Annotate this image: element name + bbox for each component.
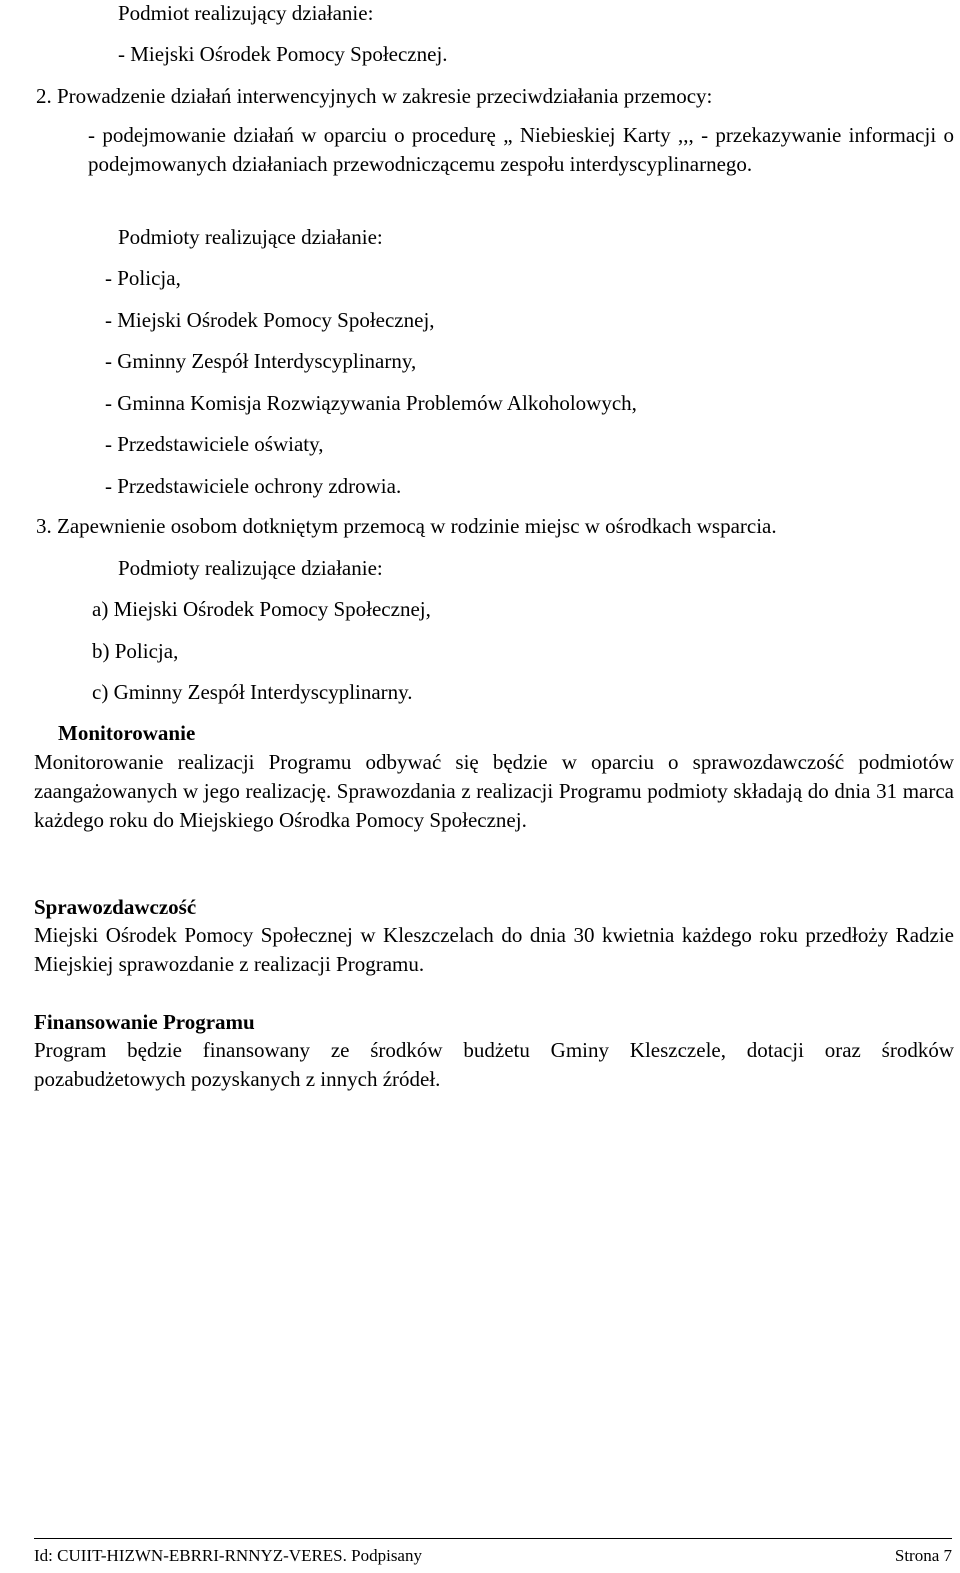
list-item: - Przedstawiciele oświaty,	[105, 432, 324, 456]
footer-id: Id: CUIIT-HIZWN-EBRRI-RNNYZ-VERES. Podpisany	[34, 1546, 422, 1565]
section-2-subjects-heading: Podmioty realizujące działanie:	[118, 225, 383, 249]
list-item: - Policja,	[105, 266, 181, 290]
monitoring-text: Monitorowanie realizacji Programu odbywać się będzie w oparciu o sprawozdawczość podmiotów zaangażowanych w jego realizację. Sprawozdania z realizacji Programu podmioty składają do dnia 31 marca każdego roku do Miejskiego Ośrodka Pomocy Społecznej.	[34, 750, 954, 832]
list-item: - Gminna Komisja Rozwiązywania Problemów Alkoholowych,	[105, 391, 637, 415]
list-item: - Przedstawiciele ochrony zdrowia.	[105, 474, 402, 498]
financing-heading: Finansowanie Programu	[34, 1010, 255, 1034]
subject-item: - Miejski Ośrodek Pomocy Społecznej.	[118, 42, 448, 66]
footer-divider	[34, 1538, 952, 1539]
section-3-title: 3. Zapewnienie osobom dotkniętym przemocą w rodzinie miejsc w ośrodkach wsparcia.	[36, 514, 777, 538]
section-3-subjects-heading: Podmioty realizujące działanie:	[118, 556, 383, 580]
subject-heading: Podmiot realizujący działanie:	[118, 1, 374, 25]
section-2-title: 2. Prowadzenie działań interwencyjnych w zakresie przeciwdziałania przemocy:	[36, 84, 713, 108]
financing-text: Program będzie finansowany ze środków budżetu Gminy Kleszczele, dotacji oraz środków pozabudżetowych pozyskanych z innych źródeł.	[34, 1038, 954, 1091]
list-item: - Gminny Zespół Interdyscyplinarny,	[105, 349, 417, 373]
reporting-heading: Sprawozdawczość	[34, 895, 197, 919]
list-item: b) Policja,	[92, 639, 179, 663]
monitoring-heading: Monitorowanie	[58, 721, 196, 745]
reporting-text: Miejski Ośrodek Pomocy Społecznej w Kleszczelach do dnia 30 kwietnia każdego roku przedłoży Radzie Miejskiej sprawozdanie z realizacji Programu.	[34, 923, 954, 976]
section-2-description: - podejmowanie działań w oparciu o procedurę „ Niebieskiej Karty ,,, - przekazywanie informacji o podejmowanych działaniach przewodniczącemu zespołu interdyscyplinarnego.	[88, 123, 954, 176]
list-item: - Miejski Ośrodek Pomocy Społecznej,	[105, 308, 435, 332]
page-number: Strona 7	[894, 1546, 952, 1565]
list-item: a) Miejski Ośrodek Pomocy Społecznej,	[92, 597, 431, 621]
list-item: c) Gminny Zespół Interdyscyplinarny.	[92, 680, 413, 704]
